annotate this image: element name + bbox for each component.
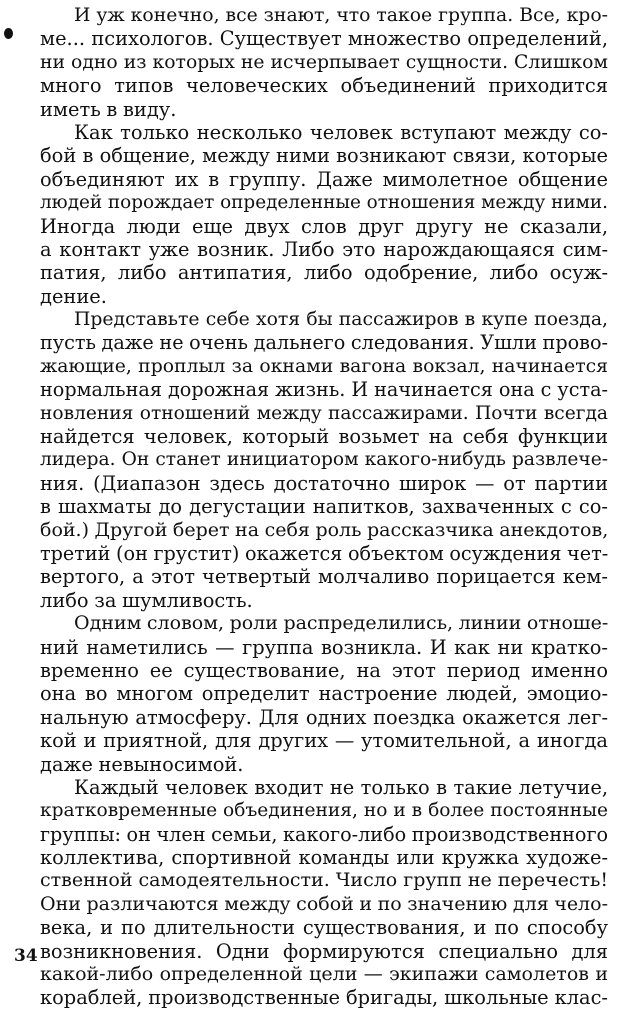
text-line: Они различаются между собой и по значению для чело- — [40, 892, 608, 915]
text-line: кой и приятной, для других — утомительной, а иногда — [40, 729, 608, 753]
text-line: вертого, а этот четвертый молчаливо порицается кем- — [40, 565, 608, 589]
text-line: ме... психологов. Существует множество определений, — [40, 27, 608, 51]
text-line: бой в общение, между ними возникают связи, которые — [40, 144, 608, 168]
text-line: третий (он грустит) окажется объектом осуждения чет- — [40, 541, 609, 565]
text-line: найдется человек, который возьмет на себя функции — [40, 425, 608, 449]
text-line: кораблей, производственные бригады, школьные клас- — [40, 986, 608, 1010]
text-line: нормальная дорожная жизнь. И начинается она с уста- — [40, 378, 608, 402]
text-line: людей порождает определенные отношения между ними. — [40, 192, 608, 214]
text-line: объединяют их в группу. Даже мимолетное общение — [40, 167, 608, 191]
text-line: Представьте себе хотя бы пассажиров в купе поезда, — [74, 309, 608, 331]
text-line: нальную атмосферу. Для одних поездка окажется лег- — [40, 705, 608, 729]
text-line: много типов человеческих объединений приходится — [40, 74, 608, 98]
page-number: 34 — [14, 946, 38, 966]
text-line: жающие, проплыл за окнами вагона вокзал, начинается — [40, 355, 608, 377]
text-line: она во многом определит настроение людей, эмоцио- — [40, 682, 608, 706]
text-line: Каждый человек входит не только в такие летучие, — [74, 775, 608, 799]
text-line: дение. — [40, 284, 107, 308]
text-line: иметь в виду. — [40, 97, 177, 121]
text-line: века, и по длительности существования, и по способу — [40, 916, 608, 940]
text-line: новления отношений между пассажирами. Почти всегда — [40, 402, 608, 424]
text-line: ни одно из которых не исчерпывает сущности. Слишком — [40, 51, 608, 73]
text-line: ния. (Диапазон здесь достаточно широк — от партии — [40, 471, 608, 495]
text-line: ний наметились — группа возникла. И как ни кратко- — [40, 635, 608, 659]
text-line: Как только несколько человек вступают между со- — [74, 120, 608, 144]
text-line: И уж конечно, все знают, что такое группа. Все, кро- — [74, 5, 608, 26]
text-line: лидера. Он станет инициатором какого-нибудь развлече- — [40, 449, 608, 471]
text-line: патия, либо антипатия, либо одобрение, либо осуж- — [40, 261, 608, 285]
text-line: бой.) Другой берет на себя роль рассказчика анекдотов, — [40, 518, 609, 541]
text-line: какой-либо определенной цели — экипажи самолетов и — [40, 963, 608, 986]
text-line: а контакт уже возник. Либо это нарождающаяся сим- — [40, 237, 608, 261]
text-line: Одним словом, роли распределились, линии отноше- — [74, 612, 609, 635]
text-line: пусть даже не очень дальнего следования. Ушли прово- — [40, 331, 608, 355]
text-line: либо за шумливость. — [40, 588, 253, 612]
text-line: ственной самодеятельности. Число групп не перечесть! — [40, 869, 608, 892]
text-line: возникновения. Одни формируются специально для — [40, 939, 608, 963]
text-line: коллектива, спортивной команды или кружка художе- — [40, 846, 608, 870]
text-line: группы: он член семьи, какого-либо производственного — [40, 822, 609, 846]
text-line: в шахматы до дегустации напитков, захваченных с со- — [40, 495, 608, 519]
text-line: временно ее существование, на этот период именно — [40, 658, 608, 682]
text-line: кратковременные объединения, но и в более постоянные — [40, 800, 608, 822]
text-line: даже невыносимой. — [40, 752, 244, 776]
body-text — [40, 4, 608, 1010]
margin-ink-dot — [4, 28, 13, 39]
text-line: Иногда люди еще двух слов друг другу не сказали, — [40, 214, 608, 238]
